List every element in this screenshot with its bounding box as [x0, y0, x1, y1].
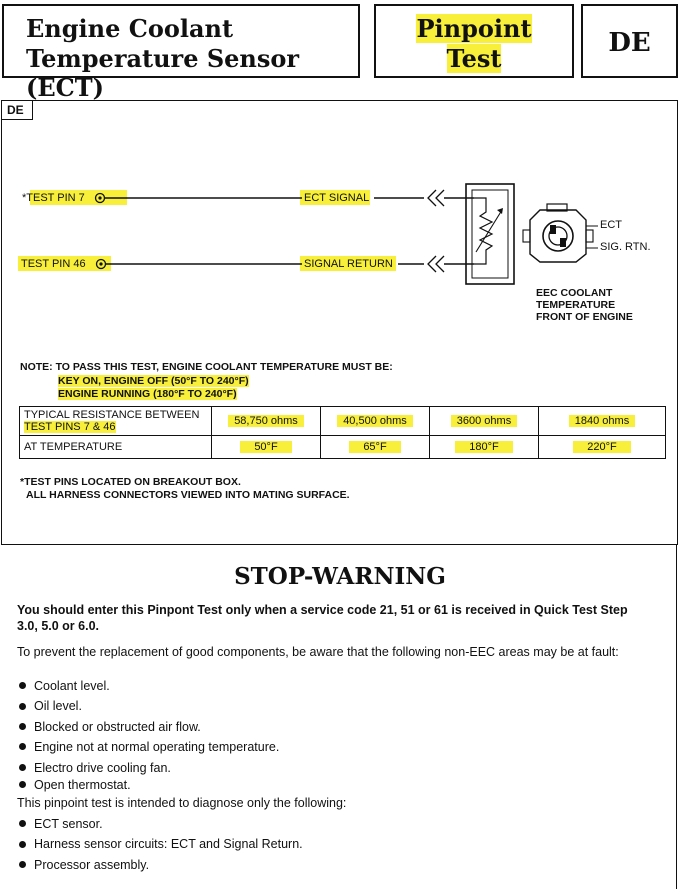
sensor-body [466, 184, 514, 284]
bullet-icon [19, 764, 26, 771]
section-divider [1, 544, 678, 545]
resistance-value: 40,500 ohms [337, 415, 413, 427]
bullet-icon [19, 820, 26, 827]
caption-line2: TEMPERATURE [536, 299, 616, 311]
pinpoint-line2: Test [446, 44, 502, 73]
connector-chevron-ect [428, 190, 444, 206]
resistance-value: 58,750 ohms [228, 415, 304, 427]
temperature-value: 50°F [240, 441, 291, 453]
caption-line1: EEC COOLANT [536, 287, 613, 299]
resistance-value: 3600 ohms [451, 415, 517, 427]
diagnose-list [17, 814, 303, 875]
footnote-line1: *TEST PINS LOCATED ON BREAKOUT BOX. [20, 476, 241, 488]
warning-right-border [676, 544, 677, 889]
warning-intro: You should enter this Pinpont Test only when a service code 21, 51 or 61 is received in Quick Test Step 3.0, 5.0 or 6.0. [17, 603, 628, 633]
list-item: Harness sensor circuits: ECT and Signal Return. [17, 834, 303, 854]
resistance-table [19, 406, 666, 459]
connector-ect-label: ECT [600, 219, 622, 231]
warning-paragraph-2: This pinpoint test is intended to diagnose only the following: [17, 796, 347, 810]
note-line1: NOTE: TO PASS THIS TEST, ENGINE COOLANT TEMPERATURE MUST BE: [20, 361, 393, 373]
warning-paragraph-1: To prevent the replacement of good components, be aware that the following non-EEC areas may be at fault: [17, 645, 619, 659]
resistance-cell [212, 407, 321, 436]
footnote [20, 476, 350, 501]
list-item: Oil level. [17, 696, 279, 716]
signal-return-label: SIGNAL RETURN [304, 258, 393, 270]
resistance-cell [539, 407, 666, 436]
bullet-icon [19, 682, 26, 689]
table-row [20, 436, 666, 459]
temperature-value: 65°F [349, 441, 400, 453]
resistance-label-b: TEST PINS 7 & 46 [24, 421, 116, 433]
page-title-line1: Engine Coolant [26, 14, 234, 43]
temperature-cell [212, 436, 321, 459]
test-note [20, 361, 393, 402]
list-item: Open thermostat. [17, 778, 279, 793]
note-line3: ENGINE RUNNING (180°F TO 240°F) [58, 388, 237, 400]
sensor-caption [536, 287, 633, 323]
temperature-label-cell [20, 436, 212, 459]
resistance-label-a: TYPICAL RESISTANCE BETWEEN [24, 409, 200, 421]
table-row [20, 407, 666, 436]
test-code: DE [608, 28, 651, 58]
pinpoint-line1: Pinpoint [416, 14, 532, 43]
bullet-icon [19, 723, 26, 730]
list-item: Engine not at normal operating temperature. [17, 737, 279, 757]
bullet-icon [19, 861, 26, 868]
resistance-cell [430, 407, 539, 436]
footnote-line2: ALL HARNESS CONNECTORS VIEWED INTO MATING SURFACE. [26, 488, 350, 501]
list-item: Processor assembly. [17, 855, 303, 875]
page-title-line2: Temperature Sensor (ECT) [26, 44, 300, 102]
ect-connector-face [523, 204, 598, 262]
connector-chevron-rtn [428, 256, 444, 272]
pin46-label: TEST PIN 46 [21, 258, 86, 270]
resistance-label-cell [20, 407, 212, 436]
pin7-label: *TEST PIN 7 [22, 192, 85, 204]
temperature-cell [430, 436, 539, 459]
warning-title: STOP-WARNING [234, 563, 446, 590]
bullet-icon [19, 743, 26, 750]
temperature-cell [321, 436, 430, 459]
bullet-icon [19, 703, 26, 710]
temperature-value: 180°F [455, 441, 512, 453]
list-item: ECT sensor. [17, 814, 303, 834]
non-eec-list [17, 676, 279, 793]
temperature-value: 220°F [573, 441, 630, 453]
resistance-value: 1840 ohms [569, 415, 635, 427]
connector-sig-label: SIG. RTN. [600, 241, 651, 253]
list-item: Coolant level. [17, 676, 279, 696]
list-item: Blocked or obstructed air flow. [17, 717, 279, 737]
list-item: Electro drive cooling fan. [17, 758, 279, 778]
diagram-label: DE [7, 103, 24, 117]
temperature-cell [539, 436, 666, 459]
resistance-cell [321, 407, 430, 436]
ect-signal-label: ECT SIGNAL [304, 192, 370, 204]
caption-line3: FRONT OF ENGINE [536, 311, 633, 323]
bullet-icon [19, 841, 26, 848]
temperature-label: AT TEMPERATURE [24, 441, 123, 453]
note-line2: KEY ON, ENGINE OFF (50°F TO 240°F) [58, 374, 249, 387]
bullet-icon [19, 781, 26, 788]
